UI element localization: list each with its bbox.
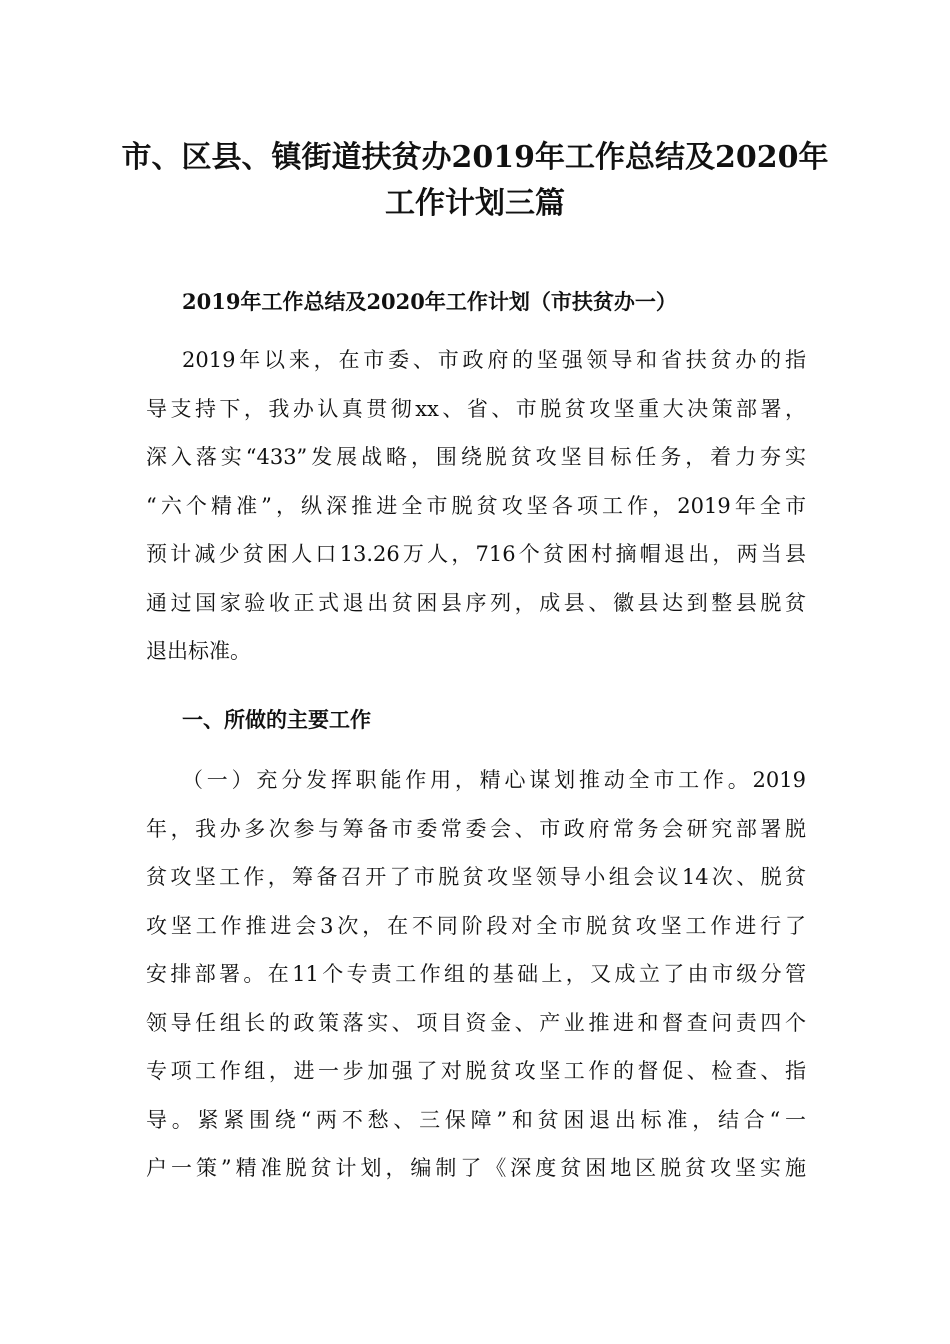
intro-line: 导支持下，我办认真贯彻xx、省、市脱贫攻坚重大决策部署， bbox=[146, 396, 806, 421]
document-title-line-2: 工作计划三篇 bbox=[385, 186, 565, 221]
paragraph-line: 安排部署。在11个专责工作组的基础上，又成立了由市级分管 bbox=[146, 962, 806, 986]
document-title-line-1: 市、区县、镇街道扶贫办2019年工作总结及2020年 bbox=[121, 140, 829, 175]
heading-main-work: 一、所做的主要工作 bbox=[182, 707, 371, 732]
section-title: 2019年工作总结及2020年工作计划（市扶贫办一） bbox=[182, 289, 677, 314]
paragraph-line: 导。紧紧围绕“两不愁、三保障”和贫困退出标准，结合“一 bbox=[146, 1107, 806, 1132]
main-work-paragraph bbox=[146, 756, 806, 1193]
paragraph-line: 攻坚工作推进会3次，在不同阶段对全市脱贫攻坚工作进行了 bbox=[146, 913, 806, 938]
intro-line: 退出标准。 bbox=[146, 639, 251, 663]
intro-line: 深入落实“433”发展战略，围绕脱贫攻坚目标任务，着力夯实 bbox=[146, 445, 806, 469]
paragraph-line: 专项工作组，进一步加强了对脱贫攻坚工作的督促、检查、指 bbox=[146, 1059, 806, 1083]
intro-line: 2019年以来，在市委、市政府的坚强领导和省扶贫办的指 bbox=[182, 348, 806, 372]
paragraph-line: 贫攻坚工作，筹备召开了市脱贫攻坚领导小组会议14次、脱贫 bbox=[146, 865, 806, 889]
paragraph-line: （一）充分发挥职能作用，精心谋划推动全市工作。2019 bbox=[182, 768, 806, 792]
paragraph-line: 户一策”精准脱贫计划，编制了《深度贫困地区脱贫攻坚实施 bbox=[146, 1156, 806, 1180]
intro-line: 通过国家验收正式退出贫困县序列，成县、徽县达到整县脱贫 bbox=[146, 590, 806, 615]
intro-line: 预计减少贫困人口13.26万人，716个贫困村摘帽退出，两当县 bbox=[146, 542, 806, 566]
intro-line: “六个精准”，纵深推进全市脱贫攻坚各项工作，2019年全市 bbox=[146, 493, 806, 518]
intro-paragraph bbox=[146, 336, 806, 676]
paragraph-line: 领导任组长的政策落实、项目资金、产业推进和督查问责四个 bbox=[146, 1010, 806, 1035]
paragraph-line: 年，我办多次参与筹备市委常委会、市政府常务会研究部署脱 bbox=[146, 816, 806, 841]
